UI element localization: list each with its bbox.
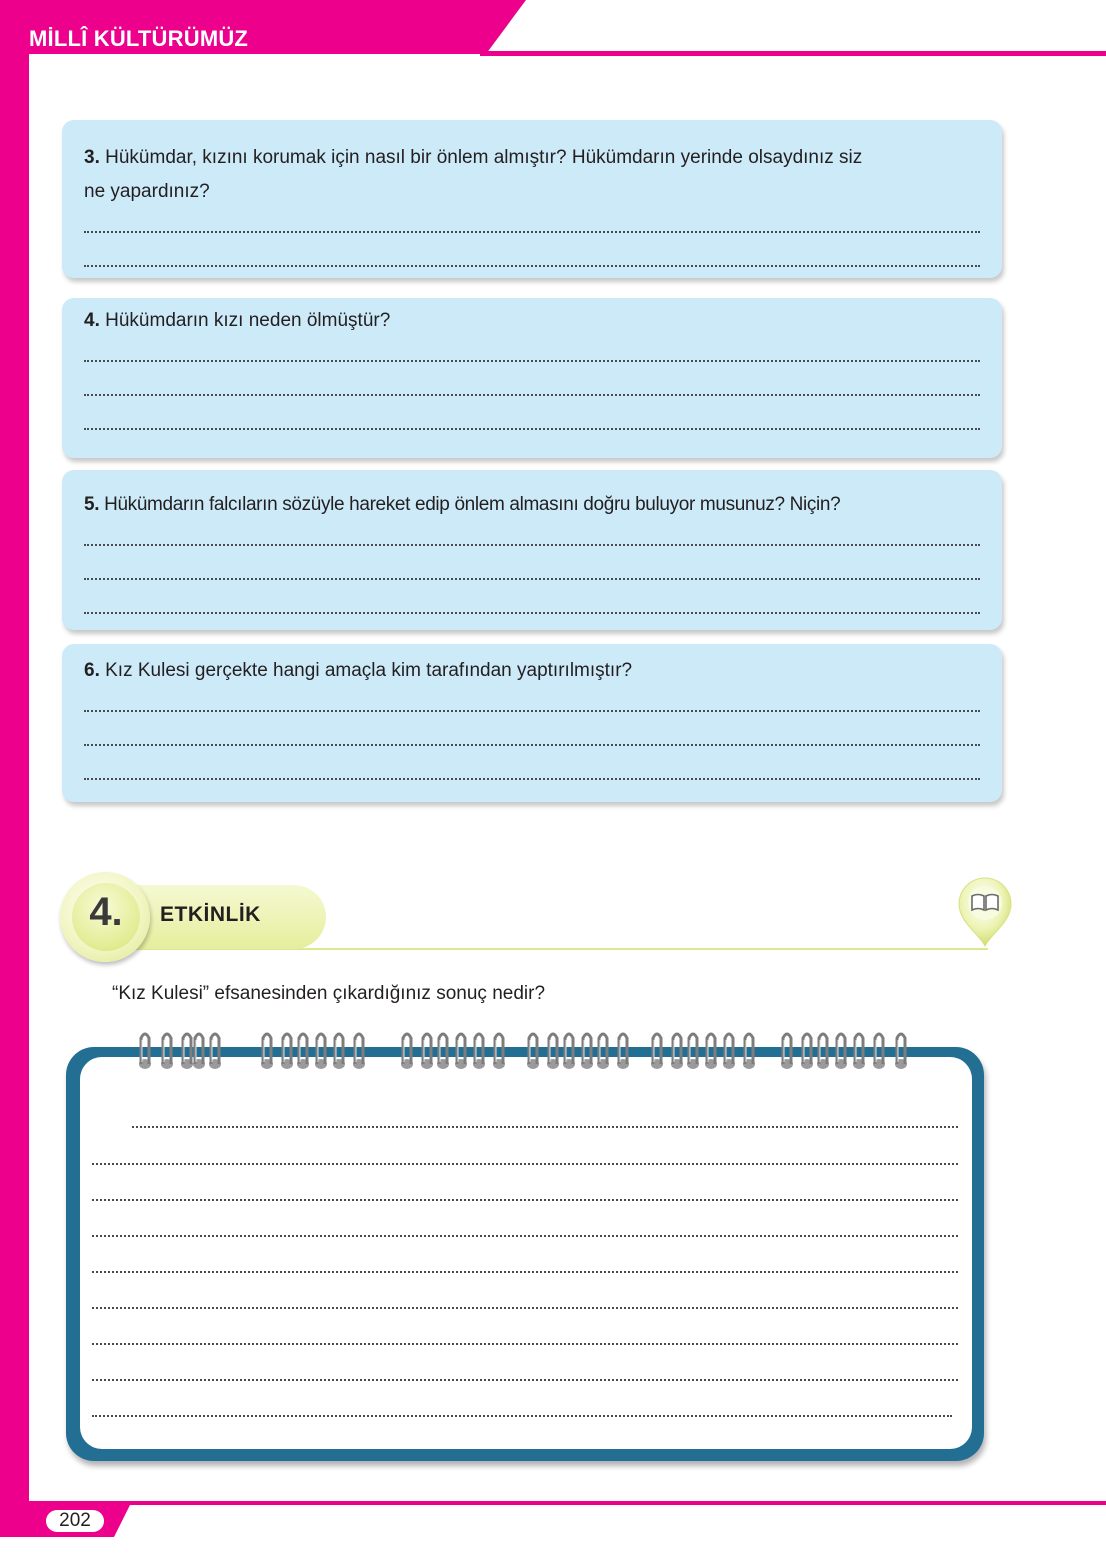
- chapter-title: MİLLÎ KÜLTÜRÜMÜZ: [29, 26, 249, 51]
- binding-ring: [181, 1034, 193, 1069]
- answer-line[interactable]: [84, 756, 980, 790]
- binding-ring: [563, 1034, 575, 1069]
- notebook-answer-line[interactable]: [92, 1305, 958, 1309]
- binding-ring: [817, 1034, 829, 1069]
- notebook-answer-line[interactable]: [92, 1377, 958, 1381]
- question-box-4: [62, 298, 1002, 458]
- question-box-5: [62, 470, 1002, 630]
- activity-prompt: “Kız Kulesi” efsanesinden çıkardığınız sonuç nedir?: [112, 983, 546, 1004]
- binding-ring: [651, 1034, 663, 1069]
- question-box-3: [62, 120, 1002, 278]
- page-number: 202: [59, 1510, 91, 1531]
- binding-ring: [437, 1034, 449, 1069]
- binding-ring: [297, 1034, 309, 1069]
- question-4-text: 4. Hükümdarın kızı neden ölmüştür?: [84, 310, 391, 331]
- binding-ring: [473, 1034, 485, 1069]
- answer-line[interactable]: [84, 406, 980, 440]
- binding-ring: [895, 1034, 907, 1069]
- binding-ring: [781, 1034, 793, 1069]
- notebook-answer-line[interactable]: [92, 1197, 958, 1201]
- answer-line[interactable]: [84, 688, 980, 722]
- binding-ring: [581, 1034, 593, 1069]
- binding-ring: [139, 1034, 151, 1069]
- binding-ring: [353, 1034, 365, 1069]
- binding-ring: [597, 1034, 609, 1069]
- activity-label: ETKİNLİK: [160, 903, 261, 926]
- binding-ring: [193, 1034, 205, 1069]
- notebook-answer-line[interactable]: [92, 1269, 958, 1273]
- binding-ring: [161, 1034, 173, 1069]
- binding-ring: [547, 1034, 559, 1069]
- binding-ring: [705, 1034, 717, 1069]
- question-box-6: [62, 644, 1002, 802]
- answer-line[interactable]: [84, 338, 980, 372]
- spiral-binding-icon: [132, 1028, 922, 1078]
- binding-ring: [617, 1034, 629, 1069]
- binding-ring: [333, 1034, 345, 1069]
- notebook-answer-line[interactable]: [92, 1161, 958, 1165]
- notebook-answer-line[interactable]: [92, 1413, 952, 1417]
- binding-ring: [853, 1034, 865, 1069]
- open-book-icon: [953, 876, 1017, 948]
- binding-ring: [261, 1034, 273, 1069]
- binding-ring: [281, 1034, 293, 1069]
- answer-line[interactable]: [84, 209, 980, 243]
- question-3-text: 3. Hükümdar, kızını korumak için nasıl bir önlem almıştır? Hükümdarın yerinde olsaydınız siz: [84, 147, 863, 168]
- answer-line[interactable]: [84, 722, 980, 756]
- answer-line[interactable]: [84, 243, 980, 277]
- question-6-text: 6. Kız Kulesi gerçekte hangi amaçla kim tarafından yaptırılmıştır?: [84, 660, 633, 681]
- binding-ring: [671, 1034, 683, 1069]
- binding-ring: [455, 1034, 467, 1069]
- binding-ring: [209, 1034, 221, 1069]
- binding-ring: [723, 1034, 735, 1069]
- binding-ring: [687, 1034, 699, 1069]
- header-rule: [480, 51, 1106, 56]
- answer-line[interactable]: [84, 522, 980, 556]
- binding-ring: [421, 1034, 433, 1069]
- binding-ring: [835, 1034, 847, 1069]
- binding-ring: [493, 1034, 505, 1069]
- answer-line[interactable]: [84, 590, 980, 624]
- answer-line[interactable]: [84, 556, 980, 590]
- binding-ring: [401, 1034, 413, 1069]
- footer-rule: [0, 1501, 1106, 1505]
- binding-ring: [873, 1034, 885, 1069]
- notebook-answer-line[interactable]: [92, 1233, 958, 1237]
- binding-ring: [801, 1034, 813, 1069]
- binding-ring: [743, 1034, 755, 1069]
- notebook-answer-line[interactable]: [92, 1341, 958, 1345]
- left-margin-bar: [0, 0, 29, 1504]
- question-5-text: 5. Hükümdarın falcıların sözüyle hareket edip önlem almasını doğru buluyor musunuz? Niçin?: [84, 494, 841, 515]
- binding-ring: [527, 1034, 539, 1069]
- activity-number: 4.: [89, 890, 123, 934]
- answer-line[interactable]: [84, 372, 980, 406]
- notebook-answer-line[interactable]: [132, 1124, 958, 1128]
- binding-ring: [315, 1034, 327, 1069]
- notebook-page: [80, 1057, 972, 1449]
- question-3-text-cont: ne yapardınız?: [84, 181, 210, 202]
